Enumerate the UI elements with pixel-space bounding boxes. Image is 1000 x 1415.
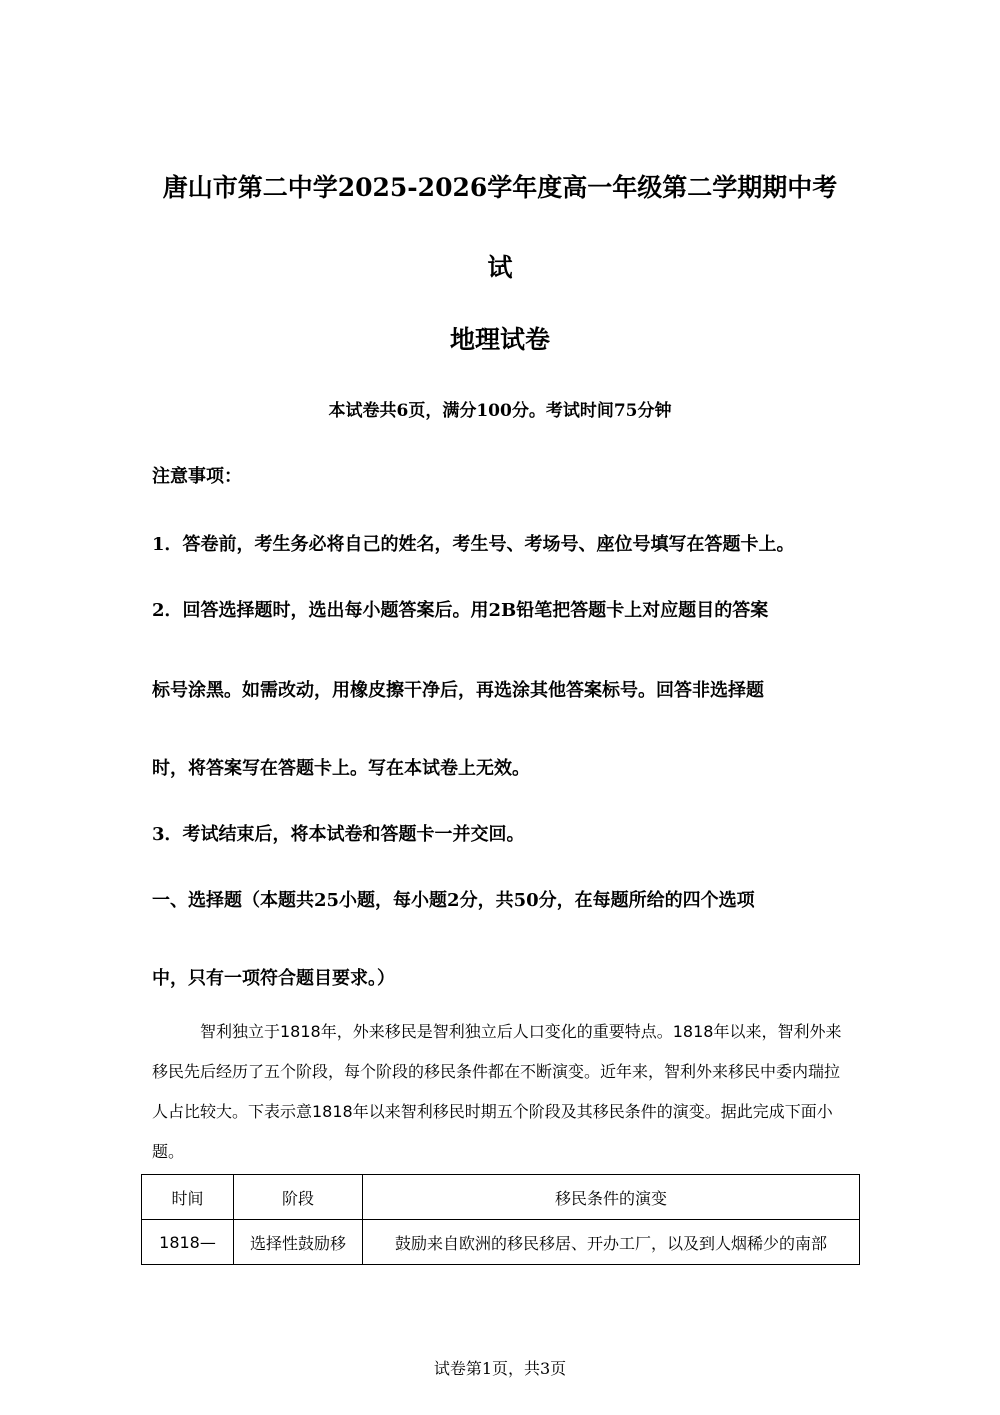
page-footer: 试卷第1页，共3页 bbox=[433, 1359, 567, 1378]
table-cell-time: 1818— bbox=[142, 1220, 234, 1265]
exam-title-line1: 唐山市第二中学2025-2026学年度高一年级第二学期期中考 bbox=[162, 173, 838, 202]
passage-text: 智利独立于1818年，外来移民是智利独立后人口变化的重要特点。1818年以来，智利外来移民先后经历了五个阶段，每个阶段的移民条件都在不断演变。近年来，智利外来移民中委内瑞拉人占比较大。下表示意1818年以来智利移民时期五个阶段及其移民条件的演变。据此完成下面小题。 bbox=[152, 1022, 842, 1161]
table-cell-stage: 选择性鼓励移 bbox=[234, 1220, 363, 1265]
section-heading-line1: 一、选择题（本题共25小题，每小题2分，共50分，在每题所给的四个选项 bbox=[152, 890, 755, 911]
exam-title-line2: 试 bbox=[487, 253, 513, 282]
table-cell-conditions: 鼓励来自欧洲的移民移居、开办工厂，以及到人烟稀少的南部 bbox=[363, 1220, 860, 1265]
notice-item-2-line2: 标号涂黑。如需改动，用橡皮擦干净后，再选涂其他答案标号。回答非选择题 bbox=[152, 680, 764, 701]
exam-subtitle: 地理试卷 bbox=[449, 325, 550, 354]
notice-item-3: 3．考试结束后，将本试卷和答题卡一并交回。 bbox=[152, 824, 525, 845]
table-header-stage: 阶段 bbox=[234, 1175, 363, 1220]
notice-heading: 注意事项： bbox=[152, 466, 242, 487]
table-row bbox=[142, 1220, 860, 1265]
table-header-conditions: 移民条件的演变 bbox=[363, 1175, 860, 1220]
passage bbox=[152, 1012, 852, 1172]
notice-item-1: 1．答卷前，考生务必将自己的姓名，考生号、考场号、座位号填写在答题卡上。 bbox=[152, 534, 795, 555]
migration-table bbox=[141, 1174, 860, 1265]
section-heading-line2: 中，只有一项符合题目要求。） bbox=[152, 968, 395, 989]
table-header-time: 时间 bbox=[142, 1175, 234, 1220]
table-header-row bbox=[142, 1175, 860, 1220]
notice-item-2-line3: 时，将答案写在答题卡上。写在本试卷上无效。 bbox=[152, 758, 530, 779]
exam-meta: 本试卷共6页，满分100分。考试时间75分钟 bbox=[328, 401, 672, 421]
notice-item-2-line1: 2．回答选择题时，选出每小题答案后。用2B铅笔把答题卡上对应题目的答案 bbox=[152, 600, 769, 621]
